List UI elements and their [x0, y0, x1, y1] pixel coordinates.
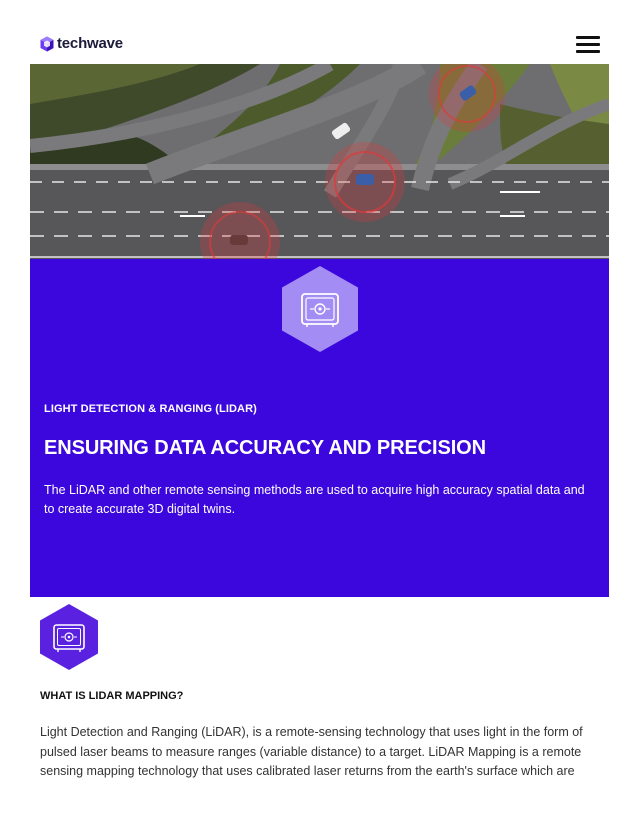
site-header: [0, 0, 638, 64]
banner-description: The LiDAR and other remote sensing methods are used to acquire high accuracy spatial data and to create accurate 3D digital twins.: [44, 483, 585, 516]
brand-logo[interactable]: [40, 36, 123, 52]
hamburger-menu-icon[interactable]: [576, 36, 600, 54]
aerial-road-illustration: [30, 64, 609, 261]
menu-bar: [576, 36, 600, 39]
brand-name: techwave: [57, 35, 123, 52]
section-heading: WHAT IS LIDAR MAPPING?: [40, 690, 184, 702]
lidar-scanner-icon: [39, 603, 99, 671]
cube-icon: [40, 36, 54, 52]
banner-kicker: LIGHT DETECTION & RANGING (LIDAR): [44, 403, 257, 415]
hero-road-image: [30, 64, 609, 261]
menu-bar: [576, 43, 600, 46]
lidar-banner: [30, 259, 609, 597]
menu-bar: [576, 50, 600, 53]
banner-title: ENSURING DATA ACCURACY AND PRECISION: [44, 437, 486, 459]
lidar-scanner-icon: [280, 264, 360, 354]
section-body: Light Detection and Ranging (LiDAR), is a remote-sensing technology that uses light in the form of pulsed laser beams to measure ranges (variable distance) to a target. LiDAR Mapping is a remote sensing mapping technology that uses calibrated laser returns from the earth's surface which are: [40, 725, 583, 778]
